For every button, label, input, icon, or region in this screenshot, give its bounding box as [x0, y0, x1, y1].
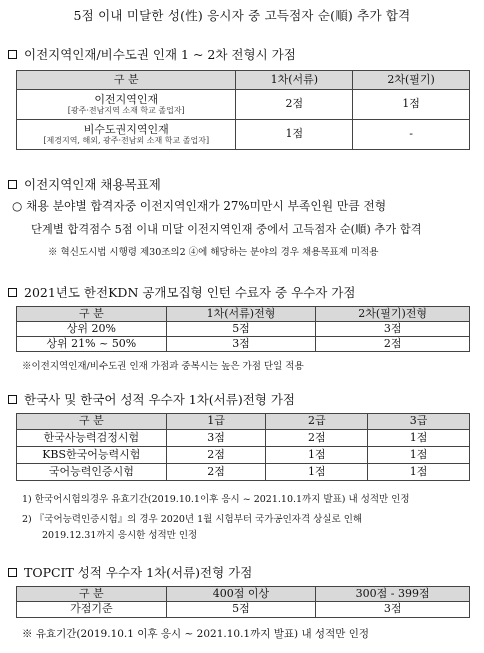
section-heading-text: 2021년도 한전KDN 공개모집형 인턴 수료자 중 우수자 가점	[24, 285, 356, 300]
section-heading-regional-bonus	[8, 45, 296, 63]
section-heading-korean-history-bonus	[8, 390, 295, 408]
table-header: 300점 - 399점	[316, 587, 470, 602]
table-cell: 2점	[166, 447, 266, 464]
table-cell: 1점	[353, 90, 470, 120]
table-cell: 국어능력인증시험	[17, 464, 167, 481]
table-cell: 1점	[236, 120, 353, 150]
table-cell: 2점	[236, 90, 353, 120]
table-cell: 3점	[316, 322, 470, 337]
table-cell	[17, 90, 236, 120]
table-row	[17, 120, 470, 150]
table-header: 구 분	[17, 587, 167, 602]
row-sublabel: [광주·전남지역 소재 학교 졸업자]	[67, 106, 185, 116]
table-cell: 5점	[166, 322, 316, 337]
regional-bonus-table	[16, 70, 470, 150]
table-cell: 1점	[368, 464, 470, 481]
table-cell: 가점기준	[17, 602, 167, 618]
footnote: 1) 한국어시험의경우 유효기간(2019.10.1이후 응시 ~ 2021.10.1까지 발표) 내 성적만 인정	[22, 494, 410, 505]
table-header: 3급	[368, 414, 470, 430]
table-row	[17, 430, 470, 447]
table-cell	[17, 120, 236, 150]
table-cell: -	[353, 120, 470, 150]
section-heading-text: TOPCIT 성적 우수자 1차(서류)전형 가점	[24, 565, 253, 580]
section-heading-text: 이전지역인재 채용목표제	[24, 177, 161, 192]
table-header: 구 분	[17, 307, 167, 322]
table-header: 2차(필기)	[353, 71, 470, 90]
footnote: 2) 『국어능력인증시험』의 경우 2020년 1월 시험부터 국가공인자격 상실로 인해	[22, 514, 363, 525]
table-cell: 1점	[368, 430, 470, 447]
paragraph-line: 단계별 합격점수 5점 이내 미달 이전지역인재 중에서 고득점자 순(順) 추가 합격	[31, 223, 422, 236]
table-header: 1차(서류)	[236, 71, 353, 90]
table-row	[17, 90, 470, 120]
table-cell: 한국사능력검정시험	[17, 430, 167, 447]
square-bullet-icon	[8, 180, 17, 189]
square-bullet-icon	[8, 288, 17, 297]
topcit-bonus-table	[16, 586, 470, 618]
table-row	[17, 602, 470, 618]
table-cell: 상위 21% ~ 50%	[17, 337, 167, 352]
section-heading-text: 한국사 및 한국어 성적 우수자 1차(서류)전형 가점	[24, 392, 295, 407]
table-header: 1차(서류)전형	[166, 307, 316, 322]
footnote: ※ 혁신도시법 시행령 제30조의2 ④에 해당하는 분야의 경우 채용목표제 미적용	[48, 247, 379, 258]
section-heading-intern-bonus	[8, 283, 355, 301]
table-row	[17, 447, 470, 464]
table-cell: 2점	[166, 464, 266, 481]
row-label: 이전지역인재	[94, 92, 159, 106]
korean-exam-bonus-table	[16, 413, 470, 481]
footnote: 2019.12.31까지 응시한 성적만 인정	[42, 530, 198, 541]
section-heading-target-system	[8, 175, 161, 193]
section-heading-topcit-bonus	[8, 563, 252, 581]
table-row	[17, 322, 470, 337]
intern-bonus-table	[16, 306, 470, 352]
footnote: ※ 유효기간(2019.10.1 이후 응시 ~ 2021.10.1까지 발표) 내 성적만 인정	[22, 628, 369, 640]
table-header: 1급	[166, 414, 266, 430]
table-header: 400점 이상	[166, 587, 316, 602]
table-cell: 1점	[368, 447, 470, 464]
table-cell: 1점	[266, 447, 368, 464]
table-cell: 3점	[166, 337, 316, 352]
table-cell: 1점	[266, 464, 368, 481]
table-cell: 2점	[266, 430, 368, 447]
page-title: 5점 이내 미달한 성(性) 응시자 중 고득점자 순(順) 추가 합격	[73, 8, 411, 23]
row-sublabel: [제경지역, 해외, 광주·전남외 소재 학교 졸업자]	[43, 136, 210, 146]
row-label: 비수도권지역인재	[83, 122, 169, 136]
table-header: 구 분	[17, 71, 236, 90]
table-header: 구 분	[17, 414, 167, 430]
table-cell: 3점	[166, 430, 266, 447]
table-cell: KBS한국어능력시험	[17, 447, 167, 464]
table-header: 2급	[266, 414, 368, 430]
table-cell: 3점	[316, 602, 470, 618]
section-heading-text: 이전지역인재/비수도권 인재 1 ~ 2차 전형시 가점	[24, 47, 296, 62]
square-bullet-icon	[8, 50, 17, 59]
paragraph-line: ○ 채용 분야별 합격자중 이전지역인재가 27%미만시 부족인원 만큼 전형	[12, 199, 387, 213]
table-row	[17, 337, 470, 352]
square-bullet-icon	[8, 395, 17, 404]
table-cell: 2점	[316, 337, 470, 352]
table-row	[17, 464, 470, 481]
square-bullet-icon	[8, 568, 17, 577]
table-header: 2차(필기)전형	[316, 307, 470, 322]
footnote: ※이전지역인재/비수도권 인재 가점과 중복시는 높은 가점 단일 적용	[22, 361, 304, 372]
table-cell: 5점	[166, 602, 316, 618]
table-cell: 상위 20%	[17, 322, 167, 337]
